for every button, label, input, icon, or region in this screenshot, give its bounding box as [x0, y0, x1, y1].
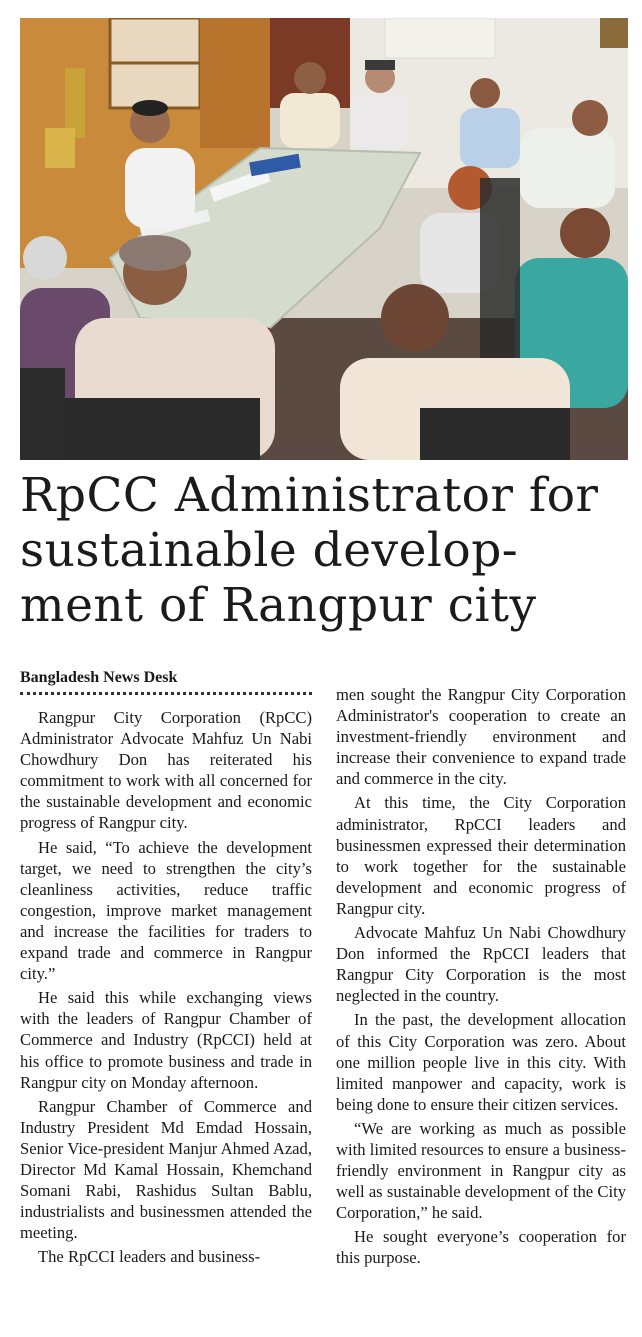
paragraph: He said, “To achieve the development target, we need to strengthen the city’s cleanliness activities, reduce traffic congestion, improve market management and increase the facilities for traders to expand trade and commerce in Rangpur city.”	[20, 837, 312, 984]
paragraph: The RpCCI leaders and business-	[38, 1247, 261, 1267]
meeting-photo	[20, 18, 628, 460]
article-column-2	[336, 684, 626, 1272]
paragraph: Rangpur Chamber of Commerce and Industry President Md Emdad Hossain, Senior Vice-president Manjur Ahmed Azad, Director Md Kamal Hossain, Khemchand Somani Rabi, Rashidus Sultan Bablu, industrialists and businessmen attended the meeting.	[20, 1096, 312, 1243]
headline: RpCC Administrator for sustainable develop-ment of Rangpur city	[20, 468, 599, 633]
paragraph: men sought the Rangpur City Corporation Administrator's cooperation to create an investment-friendly environment and increase their convenience to expand trade and commerce in the city.	[336, 685, 626, 789]
paragraph: He sought everyone’s cooperation for this purpose.	[336, 1227, 626, 1268]
byline-divider	[20, 692, 312, 695]
paragraph: Rangpur City Corporation (RpCC) Administrator Advocate Mahfuz Un Nabi Chowdhury Don has reiterated his commitment to work with all concerned for the sustainable development and economic progress of Rangpur city.	[20, 708, 312, 833]
paragraph: Advocate Mahfuz Un Nabi Chowdhury Don informed the RpCCI leaders that Rangpur City Corporation is the most neglected in the country.	[336, 923, 626, 1006]
paragraph: “We are working as much as possible with limited resources to ensure a business-friendly environment in Rangpur city as well as sustainable development of the City Corporation,” he said.	[336, 1118, 626, 1223]
article-column-1	[20, 707, 312, 1270]
paragraph: He said this while exchanging views with the leaders of Rangpur Chamber of Commerce and Industry (RpCCI) held at his office to promote business and trade in Rangpur city on Monday afternoon.	[20, 988, 312, 1092]
byline: Bangladesh News Desk	[20, 669, 178, 686]
paragraph: In the past, the development allocation of this City Corporation was zero. About one million people live in this city. With limited manpower and capacity, work is being done to ensure their citizen services.	[336, 1010, 626, 1114]
paragraph: At this time, the City Corporation administrator, RpCCI leaders and businessmen expressed their determination to work together for the sustainable development and economic progress of Rangpur city.	[336, 793, 626, 918]
meeting-photo-illustration	[20, 18, 628, 460]
